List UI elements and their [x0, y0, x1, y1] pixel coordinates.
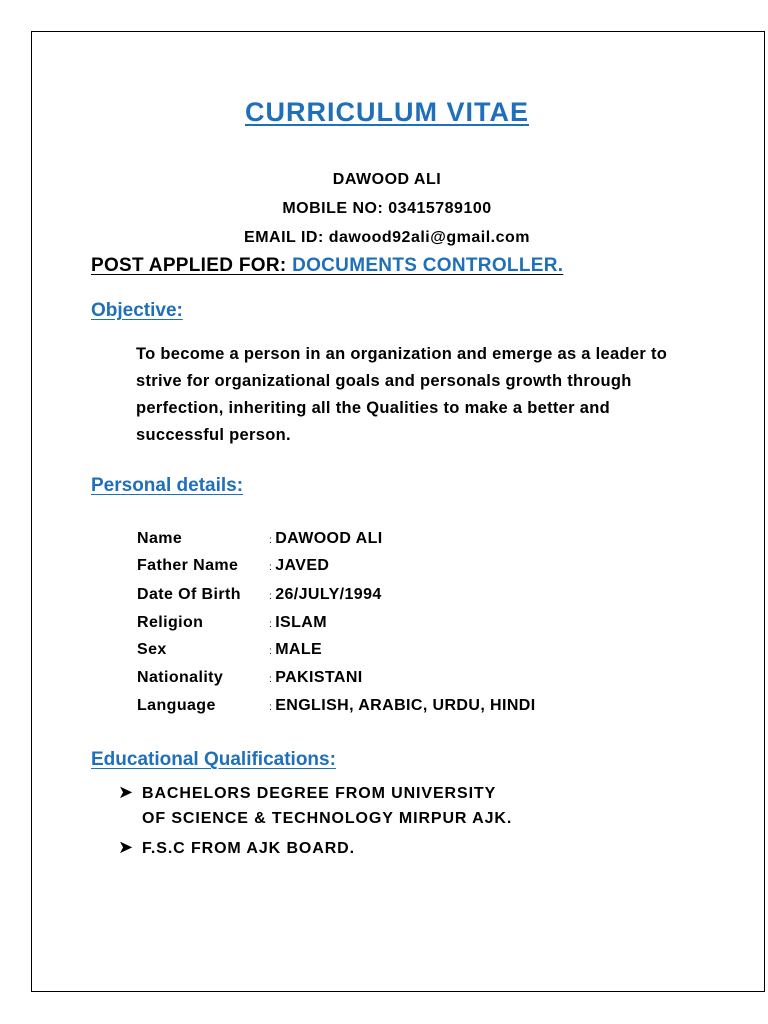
education-item	[118, 782, 496, 803]
row-label: Date Of Birth	[137, 586, 241, 603]
row-label: Father Name	[137, 557, 239, 574]
row-label: Name	[137, 530, 183, 547]
row-separator: :	[269, 646, 273, 657]
education-item-line1: BACHELORS DEGREE FROM UNIVERSITY	[142, 785, 497, 802]
row-label: Language	[137, 697, 216, 714]
contact-name: DAWOOD ALI	[332, 171, 442, 188]
arrow-bullet-icon: ➤	[118, 837, 134, 857]
row-value: JAVED	[275, 557, 330, 574]
row-separator: :	[269, 591, 273, 602]
personal-row-language	[137, 697, 536, 715]
post-applied	[91, 255, 563, 277]
row-separator: :	[269, 619, 273, 630]
personal-row-name	[137, 530, 383, 548]
row-separator: :	[269, 702, 273, 713]
row-separator: :	[269, 562, 273, 573]
row-label: Religion	[137, 614, 204, 631]
personal-row-date-of-birth	[137, 586, 382, 604]
row-separator: :	[269, 535, 273, 546]
contact-mobile: MOBILE NO: 03415789100	[282, 200, 492, 217]
personal-row-religion	[137, 614, 327, 632]
post-label: POST APPLIED FOR:	[91, 255, 287, 276]
row-label: Sex	[137, 641, 167, 658]
row-value: ENGLISH, ARABIC, URDU, HINDI	[275, 697, 536, 714]
row-value: ISLAM	[275, 614, 327, 631]
education-heading: Educational Qualifications:	[91, 749, 336, 770]
personal-details-heading: Personal details:	[91, 475, 244, 496]
document-title: CURRICULUM VITAE	[245, 97, 529, 127]
contact-email: EMAIL ID: dawood92ali@gmail.com	[244, 229, 530, 246]
personal-row-nationality	[137, 669, 363, 687]
row-value: 26/JULY/1994	[275, 586, 382, 603]
row-value: DAWOOD ALI	[275, 530, 383, 547]
objective-heading: Objective:	[91, 300, 183, 321]
row-value: MALE	[275, 641, 323, 658]
row-value: PAKISTANI	[275, 669, 363, 686]
row-label: Nationality	[137, 669, 224, 686]
arrow-bullet-icon: ➤	[118, 782, 134, 802]
post-value: DOCUMENTS CONTROLLER.	[292, 255, 564, 276]
education-item-line1: F.S.C FROM AJK BOARD.	[142, 840, 355, 857]
education-item	[118, 837, 355, 858]
objective-text: To become a person in an organization and emerge as a leader to strive for organizational goals and personals growth through perfection, inheriting all the Qualities to make a better and successful person.	[136, 345, 668, 444]
row-separator: :	[269, 674, 273, 685]
personal-row-father-name	[137, 557, 329, 575]
personal-row-sex	[137, 641, 322, 659]
education-item-continuation: OF SCIENCE & TECHNOLOGY MIRPUR AJK.	[142, 810, 513, 827]
